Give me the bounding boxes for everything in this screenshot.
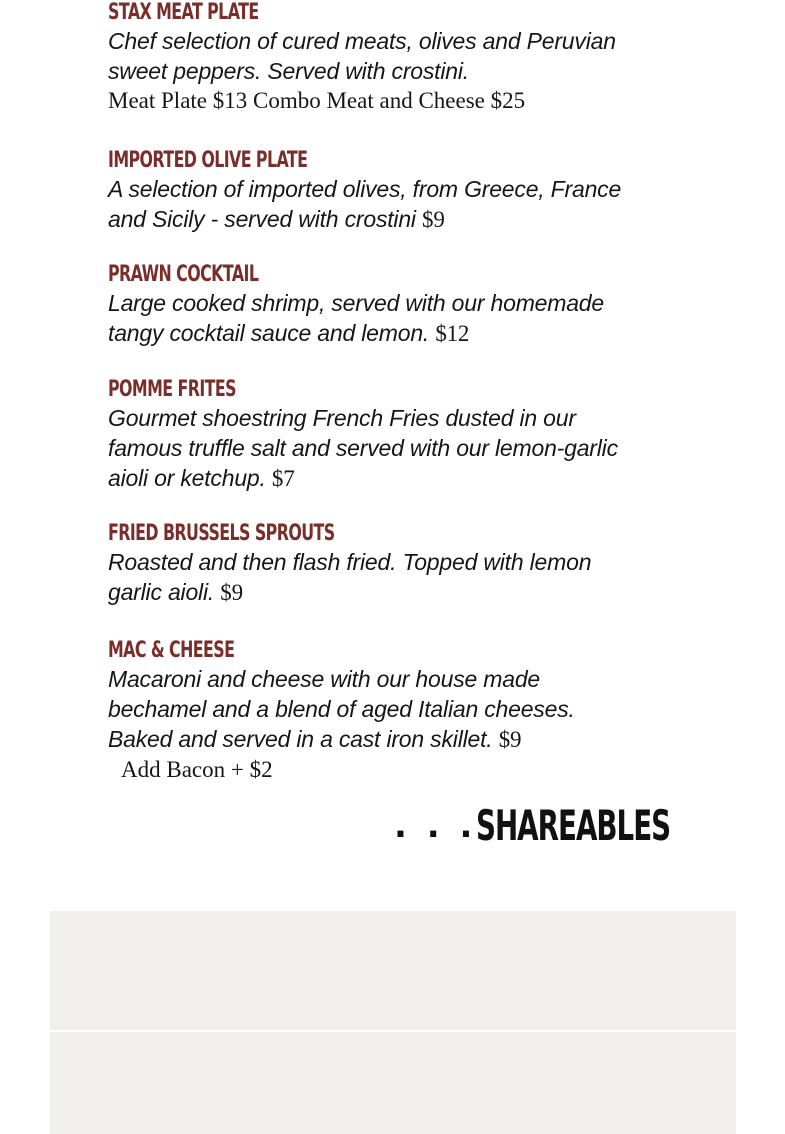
item-price: $12 — [435, 321, 470, 346]
item-description-line — [108, 318, 708, 349]
item-description-text: aioli or ketchup. — [108, 465, 266, 491]
footer-panel — [50, 1032, 736, 1134]
item-description-line: A selection of imported olives, from Greece, France — [108, 176, 622, 202]
menu-item-imported-olive-plate — [108, 148, 708, 235]
menu-item-fried-brussels-sprouts — [108, 521, 708, 608]
menu-item-prawn-cocktail — [108, 262, 708, 349]
item-description-line: Roasted and then flash fried. Topped with lemon — [108, 549, 592, 575]
item-description-line: Chef selection of cured meats, olives and Peruvian — [108, 28, 616, 54]
item-description-line: Gourmet shoestring French Fries dusted in our — [108, 405, 576, 431]
item-title: FRIED BRUSSELS SPROUTS — [108, 521, 335, 546]
item-description-line: Macaroni and cheese with our house made — [108, 666, 541, 692]
item-price-line: Meat Plate $13 Combo Meat and Cheese $25 — [108, 88, 526, 113]
item-price: $9 — [220, 580, 243, 605]
section-heading-dots: . . . — [394, 806, 477, 846]
item-title: STAX MEAT PLATE — [108, 0, 259, 25]
menu-item-pomme-frites — [108, 377, 708, 494]
item-description-line — [108, 724, 708, 755]
item-price: $7 — [271, 466, 295, 491]
item-description-text: Baked and served in a cast iron skillet. — [108, 726, 493, 752]
item-price: $9 — [422, 207, 445, 232]
item-description-line — [108, 204, 708, 235]
item-description-text: garlic aioli. — [108, 579, 215, 605]
item-addon: Add Bacon + $2 — [121, 757, 273, 782]
item-description-line: famous truffle salt and served with our lemon-garlic — [108, 435, 618, 461]
menu-item-stax-meat-plate — [108, 0, 708, 116]
item-title: MAC & CHEESE — [108, 638, 235, 663]
item-description-line: bechamel and a blend of aged Italian cheeses. — [108, 696, 575, 722]
item-description-line: sweet peppers. Served with crostini. — [108, 58, 469, 84]
item-description-text: tangy cocktail sauce and lemon. — [108, 320, 430, 346]
item-title: POMME FRITES — [108, 377, 236, 402]
item-description-line — [108, 463, 708, 494]
section-heading — [394, 801, 724, 857]
item-title: IMPORTED OLIVE PLATE — [108, 148, 308, 173]
footer-panel — [50, 911, 736, 1030]
item-price: $9 — [498, 727, 522, 752]
item-description-line: Large cooked shrimp, served with our homemade — [108, 290, 604, 316]
section-heading-text: SHAREABLES — [476, 801, 671, 850]
menu-item-mac-and-cheese — [108, 638, 708, 785]
item-description-line — [108, 577, 708, 608]
item-title: PRAWN COCKTAIL — [108, 262, 259, 287]
item-description-text: and Sicily - served with crostini — [108, 206, 416, 232]
